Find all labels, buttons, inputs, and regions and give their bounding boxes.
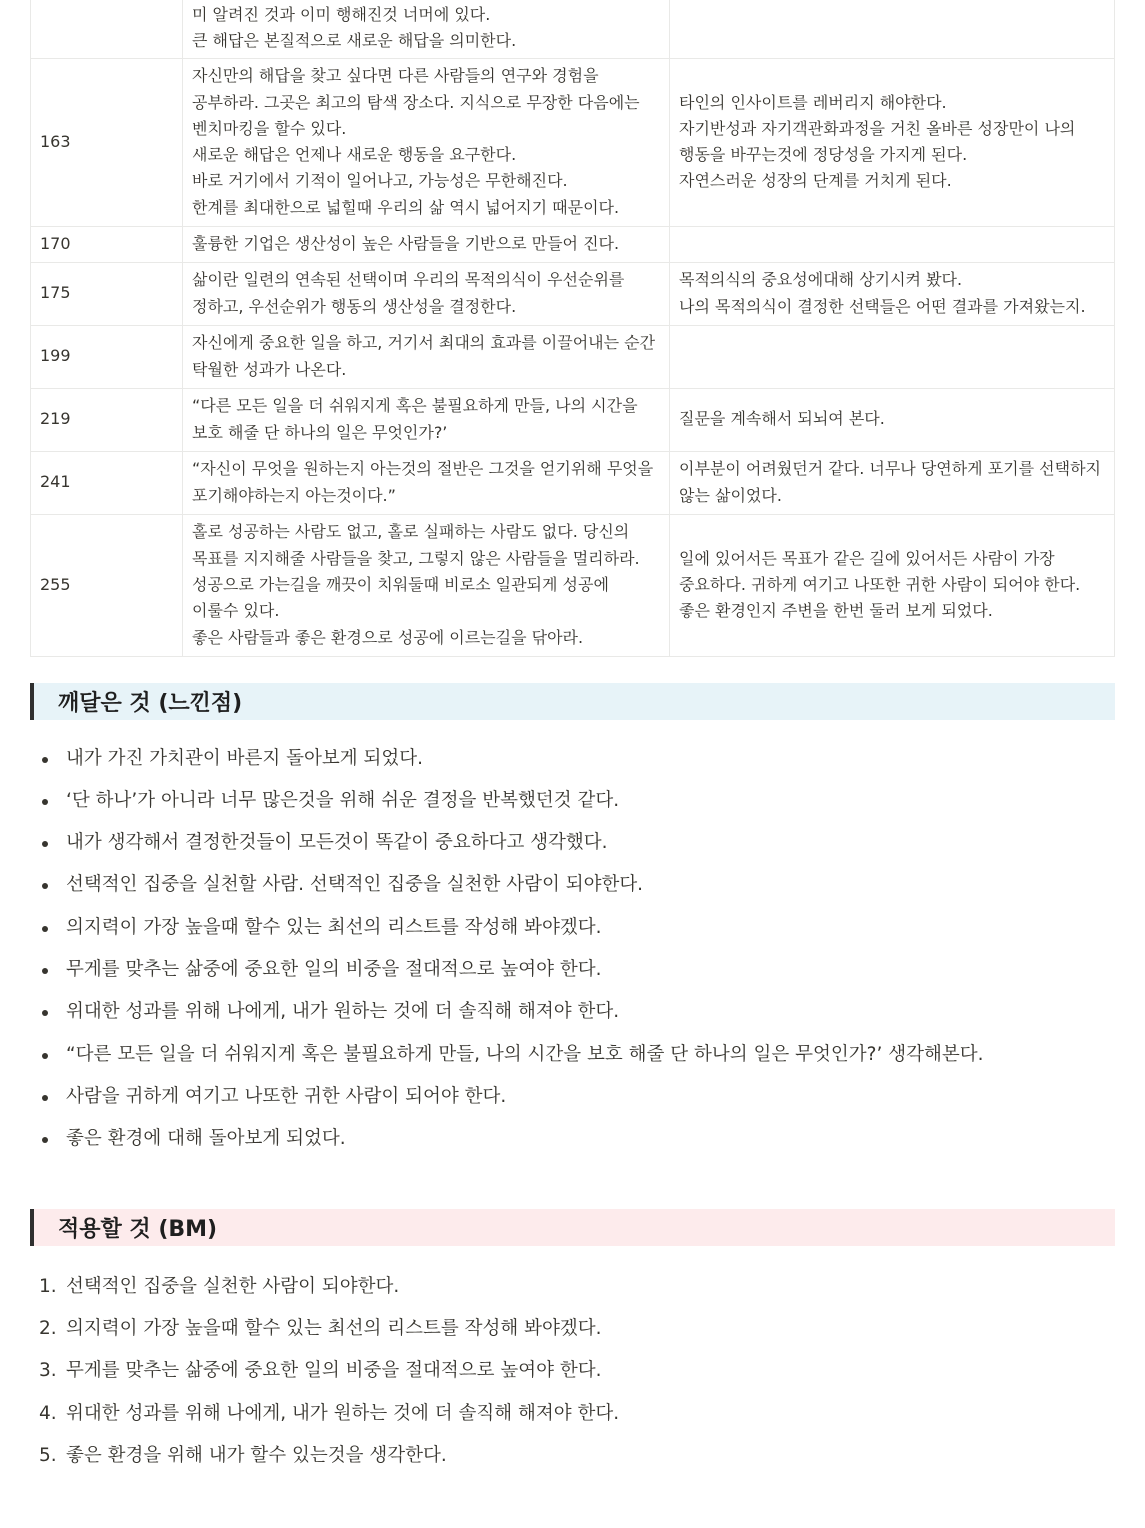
list-number: 1. bbox=[39, 1275, 57, 1297]
table-row bbox=[31, 58, 1115, 226]
list-item-text: 무게를 맞추는 삶중에 중요한 일의 비중을 절대적으로 높여야 한다. bbox=[66, 1360, 602, 1382]
list-item[interactable] bbox=[30, 1350, 1115, 1392]
apply-list bbox=[30, 1266, 1115, 1478]
list-item[interactable] bbox=[30, 822, 1115, 864]
apply-heading bbox=[30, 1209, 1115, 1246]
bullet-icon bbox=[42, 1095, 48, 1101]
bullet-icon bbox=[42, 883, 48, 889]
page-number-cell[interactable] bbox=[31, 0, 183, 58]
table-row bbox=[31, 388, 1115, 451]
list-item[interactable] bbox=[30, 1308, 1115, 1350]
quote-cell[interactable]: “다른 모든 일을 더 쉬워지게 혹은 불필요하게 만들, 나의 시간을 보호 해줄 단 하나의 일은 무엇인가?’ bbox=[183, 388, 670, 451]
table-row bbox=[31, 0, 1115, 58]
quote-cell[interactable]: 자신만의 해답을 찾고 싶다면 다른 사람들의 연구와 경험을 공부하라. 그곳은 최고의 탐색 장소다. 지식으로 무장한 다음에는 벤치마킹을 할수 있다. 새로운 해답은 언제나 새로운 행동을 요구한다. 바로 거기에서 기적이 일어나고, 가능성은 무한해진다. 한계를 최대한으로 넓힐때 우리의 삶 역시 넓어지기 때문이다. bbox=[183, 58, 670, 226]
bullet-icon bbox=[42, 757, 48, 763]
bullet-icon bbox=[42, 968, 48, 974]
page-number-cell[interactable]: 219 bbox=[31, 388, 183, 451]
list-item[interactable] bbox=[30, 738, 1115, 780]
thought-cell[interactable]: 일에 있어서든 목표가 같은 길에 있어서든 사람이 가장 중요하다. 귀하게 여기고 나또한 귀한 사람이 되어야 한다. 좋은 환경인지 주변을 한번 둘러 보게 되었다. bbox=[670, 514, 1115, 656]
thought-cell[interactable]: 질문을 계속해서 되뇌여 본다. bbox=[670, 388, 1115, 451]
thought-cell[interactable]: 이부분이 어려웠던거 같다. 너무나 당연하게 포기를 선택하지 않는 삶이었다. bbox=[670, 451, 1115, 514]
list-item[interactable] bbox=[30, 1034, 1115, 1076]
realizations-title: 깨달은 것 (느낀점) bbox=[58, 690, 243, 716]
list-item[interactable] bbox=[30, 907, 1115, 949]
table-row bbox=[31, 514, 1115, 656]
thought-cell[interactable] bbox=[670, 226, 1115, 262]
thought-cell[interactable] bbox=[670, 0, 1115, 58]
list-number: 5. bbox=[39, 1445, 57, 1467]
list-item[interactable] bbox=[30, 1076, 1115, 1118]
bullet-icon bbox=[42, 841, 48, 847]
list-item[interactable] bbox=[30, 991, 1115, 1033]
thought-cell[interactable]: 타인의 인사이트를 레버리지 해야한다. 자기반성과 자기객관화과정을 거친 올바른 성장만이 나의 행동을 바꾸는것에 정당성을 가지게 된다. 자연스러운 성장의 단계를 거치게 된다. bbox=[670, 58, 1115, 226]
bullet-icon bbox=[42, 1137, 48, 1143]
realizations-list bbox=[30, 738, 1115, 1161]
quote-cell[interactable]: 미 알려진 것과 이미 행해진것 너머에 있다. 큰 해답은 본질적으로 새로운 해답을 의미한다. bbox=[183, 0, 670, 58]
table-row bbox=[31, 262, 1115, 325]
table-row bbox=[31, 226, 1115, 262]
list-item-text: 내가 가진 가치관이 바른지 돌아보게 되었다. bbox=[66, 747, 423, 769]
callout-bar bbox=[30, 1209, 34, 1246]
list-number: 2. bbox=[39, 1317, 57, 1339]
list-item[interactable] bbox=[30, 949, 1115, 991]
page-number-cell[interactable]: 175 bbox=[31, 262, 183, 325]
page-number-cell[interactable]: 163 bbox=[31, 58, 183, 226]
list-item-text: 내가 생각해서 결정한것들이 모든것이 똑같이 중요하다고 생각했다. bbox=[66, 832, 608, 854]
page-number-cell[interactable]: 170 bbox=[31, 226, 183, 262]
list-item-text: 좋은 환경에 대해 돌아보게 되었다. bbox=[66, 1128, 346, 1150]
list-item-text: 위대한 성과를 위해 나에게, 내가 원하는 것에 더 솔직해 해져야 한다. bbox=[66, 1001, 620, 1023]
list-item[interactable] bbox=[30, 1435, 1115, 1477]
list-item-text: 의지력이 가장 높을때 할수 있는 최선의 리스트를 작성해 봐야겠다. bbox=[66, 1317, 602, 1339]
quote-cell[interactable]: 삶이란 일련의 연속된 선택이며 우리의 목적의식이 우선순위를 정하고, 우선순위가 행동의 생산성을 결정한다. bbox=[183, 262, 670, 325]
quote-cell[interactable]: 훌륭한 기업은 생산성이 높은 사람들을 기반으로 만들어 진다. bbox=[183, 226, 670, 262]
list-item-text: ‘단 하나’가 아니라 너무 많은것을 위해 쉬운 결정을 반복했던것 같다. bbox=[66, 789, 620, 811]
list-item[interactable] bbox=[30, 1118, 1115, 1160]
list-item-text: 좋은 환경을 위해 내가 할수 있는것을 생각한다. bbox=[66, 1445, 447, 1467]
document-page bbox=[30, 0, 1115, 1478]
bullet-icon bbox=[42, 1053, 48, 1059]
list-number: 3. bbox=[39, 1360, 57, 1382]
realizations-heading bbox=[30, 683, 1115, 720]
quote-cell[interactable]: “자신이 무엇을 원하는지 아는것의 절반은 그것을 얻기위해 무엇을 포기해야하는지 아는것이다.” bbox=[183, 451, 670, 514]
quote-cell[interactable]: 홀로 성공하는 사람도 없고, 홀로 실패하는 사람도 없다. 당신의 목표를 지지해줄 사람들을 찾고, 그렇지 않은 사람들을 멀리하라. 성공으로 가는길을 깨끗이 치워둘때 비로소 일관되게 성공에 이룰수 있다. 좋은 사람들과 좋은 환경으로 성공에 이르는길을 닦아라. bbox=[183, 514, 670, 656]
bullet-icon bbox=[42, 926, 48, 932]
page-number-cell[interactable]: 255 bbox=[31, 514, 183, 656]
list-item-text: “다른 모든 일을 더 쉬워지게 혹은 불필요하게 만들, 나의 시간을 보호 해줄 단 하나의 일은 무엇인가?’ 생각해본다. bbox=[66, 1043, 984, 1065]
list-item-text: 무게를 맞추는 삶중에 중요한 일의 비중을 절대적으로 높여야 한다. bbox=[66, 959, 602, 981]
list-number: 4. bbox=[39, 1402, 57, 1424]
list-item[interactable] bbox=[30, 864, 1115, 906]
reading-notes-table bbox=[30, 0, 1115, 657]
bullet-icon bbox=[42, 799, 48, 805]
list-item[interactable] bbox=[30, 1266, 1115, 1308]
list-item-text: 선택적인 집중을 실천할 사람. 선택적인 집중을 실천한 사람이 되야한다. bbox=[66, 874, 644, 896]
list-item-text: 위대한 성과를 위해 나에게, 내가 원하는 것에 더 솔직해 해져야 한다. bbox=[66, 1402, 620, 1424]
page-number-cell[interactable]: 241 bbox=[31, 451, 183, 514]
quote-cell[interactable]: 자신에게 중요한 일을 하고, 거기서 최대의 효과를 이끌어내는 순간 탁월한 성과가 나온다. bbox=[183, 325, 670, 388]
callout-bar bbox=[30, 683, 34, 720]
thought-cell[interactable]: 목적의식의 중요성에대해 상기시켜 봤다. 나의 목적의식이 결정한 선택들은 어떤 결과를 가져왔는지. bbox=[670, 262, 1115, 325]
apply-title: 적용할 것 (BM) bbox=[58, 1216, 218, 1242]
bullet-icon bbox=[42, 1010, 48, 1016]
list-item[interactable] bbox=[30, 1393, 1115, 1435]
page-number-cell[interactable]: 199 bbox=[31, 325, 183, 388]
table-row bbox=[31, 451, 1115, 514]
table-row bbox=[31, 325, 1115, 388]
list-item-text: 의지력이 가장 높을때 할수 있는 최선의 리스트를 작성해 봐야겠다. bbox=[66, 916, 602, 938]
list-item-text: 사람을 귀하게 여기고 나또한 귀한 사람이 되어야 한다. bbox=[66, 1085, 507, 1107]
list-item[interactable] bbox=[30, 780, 1115, 822]
thought-cell[interactable] bbox=[670, 325, 1115, 388]
list-item-text: 선택적인 집중을 실천한 사람이 되야한다. bbox=[66, 1275, 400, 1297]
